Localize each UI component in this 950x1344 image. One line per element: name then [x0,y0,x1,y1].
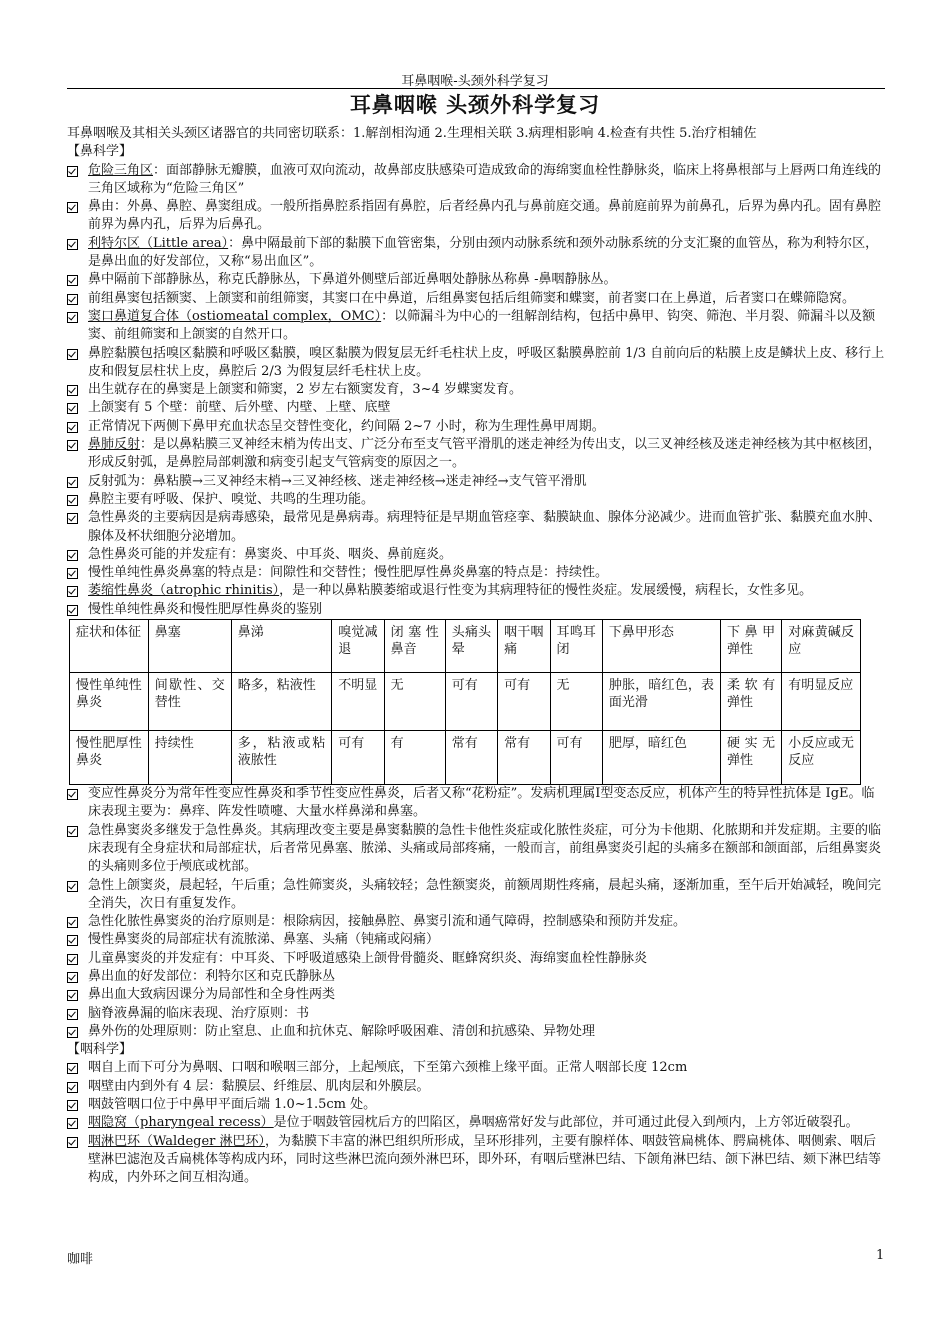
table-cell: 硬实无弹性 [721,731,782,785]
list-item [67,986,885,1004]
list-item [67,473,885,491]
term: 咽隐窝（pharyngeal recess） [88,1115,274,1131]
list-item [67,381,885,399]
item-text: ，是一种以鼻粘膜萎缩或退行性变为其病理特征的慢性炎症。发展缓慢，病程长，女性多见。 [279,583,813,599]
checkbox-icon [67,1009,78,1020]
checkbox-icon [67,550,78,561]
item-text: 鼻出血的好发部位：利特尔区和克氏静脉丛 [88,968,336,984]
item-text: ：面部静脉无瓣膜，血液可双向流动，故鼻部皮肤感染可造成致命的海绵窦血栓性静脉炎，临床上将鼻根部与上唇两口角连线的三角区域称为“危险三角区” [88,162,882,196]
document-body [67,125,885,1188]
table-cell: 常有 [498,731,550,785]
pharynx-list [67,1059,885,1187]
table-cell: 无 [384,673,445,731]
checkbox-icon [67,1063,78,1074]
list-item [67,509,885,546]
item-text: 鼻由：外鼻、鼻腔、鼻窦组成。一般所指鼻腔系指固有鼻腔，后者经鼻内孔与鼻前庭交通。鼻前庭前界为前鼻孔，后界为鼻内孔。固有鼻腔前界为鼻内孔，后界为后鼻孔。 [88,199,882,233]
item-text: 慢性单纯性鼻炎和慢性肥厚性鼻炎的鉴别 [88,601,323,617]
section-heading-nose: 【鼻科学】 [67,144,133,160]
list-item [67,1133,885,1188]
list-item [67,564,885,582]
item-text: 急性化脓性鼻窦炎的治疗原则是：根除病因，接触鼻腔、鼻窦引流和通气障碍，控制感染和预防并发症。 [88,914,687,930]
item-text: 急性上颌窦炎，晨起轻，午后重；急性筛窦炎，头痛较轻；急性额窦炎，前额周期性疼痛，晨起头痛，逐渐加重，至午后开始减轻，晚间完全消失，次日有重复发作。 [88,877,882,911]
checkbox-icon [67,1118,78,1129]
checkbox-icon [67,294,78,305]
list-item [67,950,885,968]
list-item [67,1078,885,1096]
item-text: 鼻中隔前下部静脉丛，称克氏静脉丛，下鼻道外侧壁后部近鼻咽处静脉丛称鼻 -鼻咽静脉丛。 [88,272,617,288]
column-header: 咽干咽痛 [498,620,550,673]
section-heading-pharynx: 【咽科学】 [67,1042,133,1058]
item-text: 咽鼓管咽口位于中鼻甲平面后端 1.0~1.5cm 处。 [88,1097,377,1113]
intro-paragraph: 耳鼻咽喉及其相关头颈区诸器官的共同密切联系：1.解剖相沟通 2.生理相关联 3.病理相影响 4.检查有共性 5.治疗相辅佐 [67,126,757,141]
term: 利特尔区（Little area） [88,235,229,251]
table-cell: 有 [384,731,445,785]
column-header: 嗅觉减退 [332,620,384,673]
table-row [70,673,861,731]
list-item [67,1096,885,1114]
column-header: 鼻涕 [231,620,332,673]
term: 鼻肺反射 [88,437,141,453]
checkbox-icon [67,239,78,250]
item-text: 咽自上而下可分为鼻咽、口咽和喉咽三部分，上起颅底，下至第六颈椎上缘平面。正常人咽部长度 12cm [88,1060,688,1076]
column-header: 鼻塞 [148,620,231,673]
list-item [67,1023,885,1041]
checkbox-icon [67,275,78,286]
table-cell: 可有 [498,673,550,731]
checkbox-icon [67,513,78,524]
column-header: 症状和体征 [70,620,149,673]
table-cell: 多，粘液或粘液脓性 [231,731,332,785]
item-text: 慢性单纯性鼻炎鼻塞的特点是：间隙性和交替性；慢性肥厚性鼻炎鼻塞的特点是：持续性。 [88,565,609,581]
column-header: 头痛头晕 [445,620,497,673]
item-text: 慢性鼻窦炎的局部症状有流脓涕、鼻塞、头痛（钝痛或闷痛） [88,932,440,948]
list-item [67,290,885,308]
term: 窦口鼻道复合体（ostiomeatal complex，OMC） [88,308,382,324]
table-cell: 略多，粘液性 [231,673,332,731]
term: 咽淋巴环（Waldeger 淋巴环） [88,1133,266,1149]
item-text: 反射弧为：鼻粘膜→三叉神经末梢→三叉神经核、迷走神经核→迷走神经→支气管平滑肌 [88,473,587,489]
table-cell: 小反应或无反应 [782,731,861,785]
checkbox-icon [67,349,78,360]
item-text: 鼻腔主要有呼吸、保护、嗅觉、共鸣的生理功能。 [88,491,375,507]
checkbox-icon [67,440,78,451]
term: 萎缩性鼻炎（atrophic rhinitis） [88,583,280,599]
checkbox-icon [67,477,78,488]
checkbox-icon [67,826,78,837]
item-text: 鼻外伤的处理原则：防止窒息、止血和抗休克、解除呼吸困难、清创和抗感染、异物处理 [88,1023,596,1039]
item-text: 鼻腔黏膜包括嗅区黏膜和呼吸区黏膜，嗅区黏膜为假复层无纤毛柱状上皮，呼吸区黏膜鼻腔前 1/3 自前向后的粘膜上皮是鳞状上皮、移行上皮和假复层柱状上皮，鼻腔后 2/3 为假复层纤毛柱状上皮。 [88,345,885,379]
column-header: 耳鸣耳闭 [550,620,602,673]
list-item [67,1005,885,1023]
item-text: ：是以鼻粘膜三叉神经末梢为传出支、广泛分布至支气管平滑肌的迷走神经为传出支，以三叉神经核及迷走神经核为其中枢核团，形成反射弧，是鼻腔局部刺激和病变引起支气管病变的原因之一。 [88,437,882,471]
checkbox-icon [67,605,78,616]
list-item [67,582,885,600]
table-cell: 持续性 [148,731,231,785]
item-text: 正常情况下两侧下鼻甲充血状态呈交替性变化，约间隔 2~7 小时，称为生理性鼻甲周期。 [88,418,605,434]
page-number: 1 [876,1248,885,1263]
checkbox-icon [67,202,78,213]
item-text: 咽壁由内到外有 4 层：黏膜层、纤维层、肌肉层和外膜层。 [88,1078,430,1094]
item-text: 急性鼻炎可能的并发症有：鼻窦炎、中耳炎、咽炎、鼻前庭炎。 [88,546,453,562]
list-item [67,308,885,345]
table-cell: 可有 [550,731,602,785]
list-item [67,1059,885,1077]
checkbox-icon [67,789,78,800]
item-text: 上颌窦有 5 个壁：前壁、后外壁、内壁、上壁、底壁 [88,400,391,416]
column-header: 下鼻甲弹性 [721,620,782,673]
table-cell: 有明显反应 [782,673,861,731]
list-item [67,931,885,949]
item-text: 变应性鼻炎分为常年性变应性鼻炎和季节性变应性鼻炎，后者又称“花粉症”。发病机理属Ⅰ型变态反应，机体产生的特异性抗体是 IgE。临床表现主要为：鼻痒、阵发性喷嚏、大量水样鼻涕和鼻塞。 [88,786,875,820]
table-cell: 可有 [445,673,497,731]
column-header: 闭塞性鼻音 [384,620,445,673]
list-item [67,1114,885,1132]
item-text: 儿童鼻窦炎的并发症有：中耳炎、下呼吸道感染上颌骨骨髓炎、眶蜂窝织炎、海绵窦血栓性静脉炎 [88,950,648,966]
checkbox-icon [67,166,78,177]
checkbox-icon [67,1027,78,1038]
list-item [67,601,885,619]
list-item [67,877,885,914]
list-item [67,822,885,877]
page-title: 耳鼻咽喉 头颈外科学复习 [349,93,601,117]
term: 危险三角区 [88,162,154,178]
table-header-row [70,620,861,673]
table-cell: 无 [550,673,602,731]
running-header: 耳鼻咽喉-头颈外科学复习 [401,74,549,89]
item-text: ：以筛漏斗为中心的一组解剖结构，包括中鼻甲、钩突、筛泡、半月裂、筛漏斗以及额窦、前组筛窦和上颌窦的自然开口。 [88,308,876,343]
checkbox-icon [67,1137,78,1148]
item-text: ：鼻中隔最前下部的黏膜下血管密集，分别由颈内动脉系统和颈外动脉系统的分支汇聚的血管丛，称为利特尔区，是鼻出血的好发部位，又称“易出血区”。 [88,235,879,270]
list-item [67,399,885,417]
list-item [67,968,885,986]
list-item [67,546,885,564]
checkbox-icon [67,403,78,414]
column-header: 下鼻甲形态 [602,620,720,673]
checkbox-icon [67,1082,78,1093]
table-cell: 慢性单纯性鼻炎 [70,673,149,731]
checkbox-icon [67,495,78,506]
item-text: 是位于咽鼓管园枕后方的凹陷区，鼻咽癌常好发与此部位，并可通过此侵入到颅内，上方邻近破裂孔。 [273,1115,859,1131]
item-text: 急性鼻窦炎多继发于急性鼻炎。其病理改变主要是鼻窦黏膜的急性卡他性炎症或化脓性炎症，可分为卡他期、化脓期和并发症期。主要的临床表现有全身症状和局部症状，后者常见鼻塞、脓涕、头痛或局部疼痛，一般而言，前组鼻窦炎引起的头痛多在额部和颌面部，后组鼻窦炎的头痛则多位于颅底或枕部。 [88,822,882,875]
table-cell: 慢性肥厚性鼻炎 [70,731,149,785]
item-text: 鼻出血大致病因课分为局部性和全身性两类 [88,987,336,1003]
checkbox-icon [67,586,78,597]
checkbox-icon [67,954,78,965]
column-header: 对麻黄碱反应 [782,620,861,673]
table-cell: 可有 [332,731,384,785]
checkbox-icon [67,972,78,983]
checkbox-icon [67,312,78,323]
table-cell: 肿胀，暗红色，表面光滑 [602,673,720,731]
table-cell: 常有 [445,731,497,785]
list-item [67,345,885,382]
checkbox-icon [67,881,78,892]
nose-list-a [67,162,885,619]
table-cell: 柔软有弹性 [721,673,782,731]
list-item [67,418,885,436]
list-item [67,913,885,931]
item-text: 前组鼻窦包括额窦、上颌窦和前组筛窦，其窦口在中鼻道，后组鼻窦包括后组筛窦和蝶窦，前者窦口在上鼻道，后者窦口在蝶筛隐窝。 [88,290,856,306]
item-text: 出生就存在的鼻窦是上颌窦和筛窦，2 岁左右额窦发育，3~4 岁蝶窦发育。 [88,382,522,398]
comparison-table [69,619,861,785]
item-text: 急性鼻炎的主要病因是病毒感染，最常见是鼻病毒。病理特征是早期血管痉挛、黏膜缺血、腺体分泌减少。进而血管扩张、黏膜充血水肿、腺体及杯状细胞分泌增加。 [88,510,882,544]
list-item [67,436,885,473]
checkbox-icon [67,1100,78,1111]
list-item [67,198,885,235]
table-cell: 间歇性、交替性 [148,673,231,731]
footer-text: 咖啡 [67,1252,94,1267]
list-item [67,785,885,822]
list-item [67,162,885,199]
list-item [67,491,885,509]
checkbox-icon [67,385,78,396]
checkbox-icon [67,990,78,1001]
table-cell: 不明显 [332,673,384,731]
item-text: ，为黏膜下丰富的淋巴组织所形成，呈环形排列，主要有腺样体、咽鼓管扁桃体、腭扁桃体、咽侧索、咽后壁淋巴滤泡及舌扁桃体等构成内环，同时这些淋巴流向颈外淋巴环，即外环，有咽后壁淋巴结、下颌角淋巴结、颌下淋巴结、颏下淋巴结等构成，内外环之间互相沟通。 [88,1133,882,1186]
nose-list-b [67,785,885,1041]
list-item [67,271,885,289]
checkbox-icon [67,568,78,579]
item-text: 脑脊液鼻漏的临床表现、治疗原则：书 [88,1005,310,1021]
checkbox-icon [67,935,78,946]
table-row [70,731,861,785]
checkbox-icon [67,422,78,433]
table-cell: 肥厚，暗红色 [602,731,720,785]
checkbox-icon [67,917,78,928]
list-item [67,235,885,272]
